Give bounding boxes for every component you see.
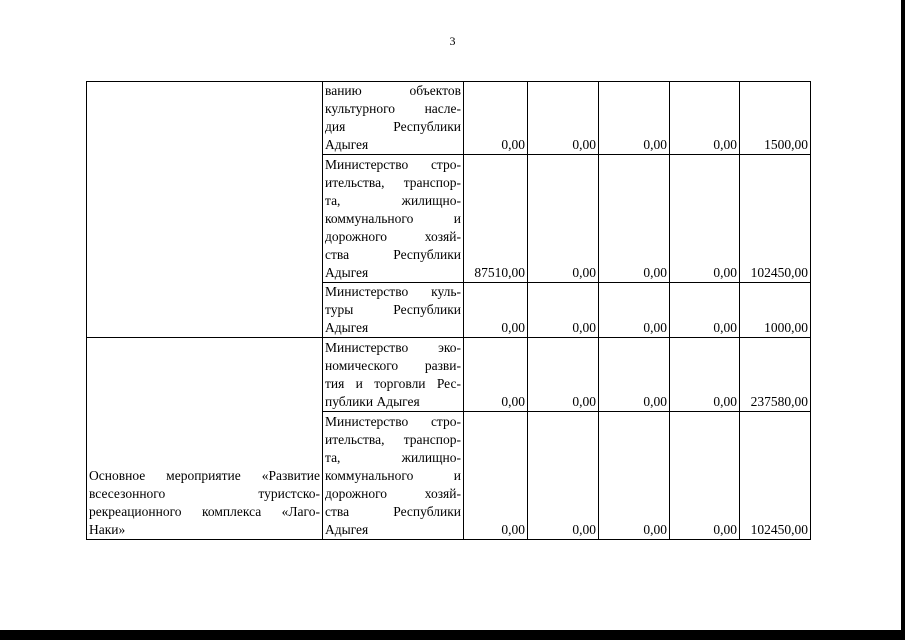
measure-line: всесезонного туристско- xyxy=(89,486,320,501)
value-cell: 0,00 xyxy=(599,338,670,412)
measure-line: Основное мероприятие «Развитие xyxy=(89,468,320,483)
value-cell: 0,00 xyxy=(670,155,740,283)
executor-line: Министерство стро- xyxy=(325,414,461,429)
table-row xyxy=(87,82,811,155)
value-cell: 0,00 xyxy=(599,283,670,338)
value-cell: 87510,00 xyxy=(464,155,528,283)
executor-line: ительства, транспор- xyxy=(325,432,461,447)
value-cell: 0,00 xyxy=(599,412,670,540)
value-cell: 0,00 xyxy=(670,283,740,338)
value-cell: 0,00 xyxy=(464,412,528,540)
executor-line: ванию объектов xyxy=(325,83,461,98)
value-cell: 0,00 xyxy=(599,82,670,155)
value-cell: 0,00 xyxy=(599,155,670,283)
executor-line: Адыгея xyxy=(325,522,369,537)
value-cell: 0,00 xyxy=(464,338,528,412)
executor-line: ства Республики xyxy=(325,504,461,519)
table-row xyxy=(87,338,811,412)
executor-line: Адыгея xyxy=(325,137,369,152)
value-cell: 0,00 xyxy=(528,412,599,540)
executor-line: дорожного хозяй- xyxy=(325,229,461,244)
executor-line: номического разви- xyxy=(325,358,461,373)
value-cell: 0,00 xyxy=(464,82,528,155)
value-cell: 102450,00 xyxy=(740,412,811,540)
executor-line: дия Республики xyxy=(325,119,461,134)
executor-line: публики Адыгея xyxy=(325,394,420,409)
executor-line: Министерство куль- xyxy=(325,284,461,299)
executor-cell xyxy=(323,155,464,283)
executor-line: коммунального и xyxy=(325,468,461,483)
executor-line: ства Республики xyxy=(325,247,461,262)
measure-cell xyxy=(87,338,323,540)
value-cell: 237580,00 xyxy=(740,338,811,412)
value-cell: 0,00 xyxy=(528,283,599,338)
measure-cell-empty xyxy=(87,82,323,338)
scan-edge-right xyxy=(901,0,905,640)
executor-line: культурного насле- xyxy=(325,101,461,116)
budget-table xyxy=(86,81,811,540)
value-cell: 0,00 xyxy=(670,412,740,540)
value-cell: 0,00 xyxy=(670,338,740,412)
scan-edge-bottom xyxy=(0,630,905,640)
executor-line: туры Республики xyxy=(325,302,461,317)
measure-line: Наки» xyxy=(89,522,126,537)
executor-cell xyxy=(323,283,464,338)
executor-line: Министерство эко- xyxy=(325,340,461,355)
executor-line: Министерство стро- xyxy=(325,157,461,172)
page-number: 3 xyxy=(449,34,456,48)
executor-line: та, жилищно- xyxy=(325,450,461,465)
value-cell: 0,00 xyxy=(528,338,599,412)
executor-line: Адыгея xyxy=(325,320,369,335)
executor-line: дорожного хозяй- xyxy=(325,486,461,501)
value-cell: 0,00 xyxy=(670,82,740,155)
value-cell: 0,00 xyxy=(528,155,599,283)
executor-line: та, жилищно- xyxy=(325,193,461,208)
executor-line: тия и торговли Рес- xyxy=(325,376,461,391)
executor-line: Адыгея xyxy=(325,265,369,280)
executor-cell xyxy=(323,82,464,155)
value-cell: 0,00 xyxy=(464,283,528,338)
measure-line: рекреационного комплекса «Лаго- xyxy=(89,504,320,519)
value-cell: 1500,00 xyxy=(740,82,811,155)
value-cell: 102450,00 xyxy=(740,155,811,283)
value-cell: 0,00 xyxy=(528,82,599,155)
executor-cell xyxy=(323,338,464,412)
executor-cell xyxy=(323,412,464,540)
value-cell: 1000,00 xyxy=(740,283,811,338)
executor-line: коммунального и xyxy=(325,211,461,226)
executor-line: ительства, транспор- xyxy=(325,175,461,190)
